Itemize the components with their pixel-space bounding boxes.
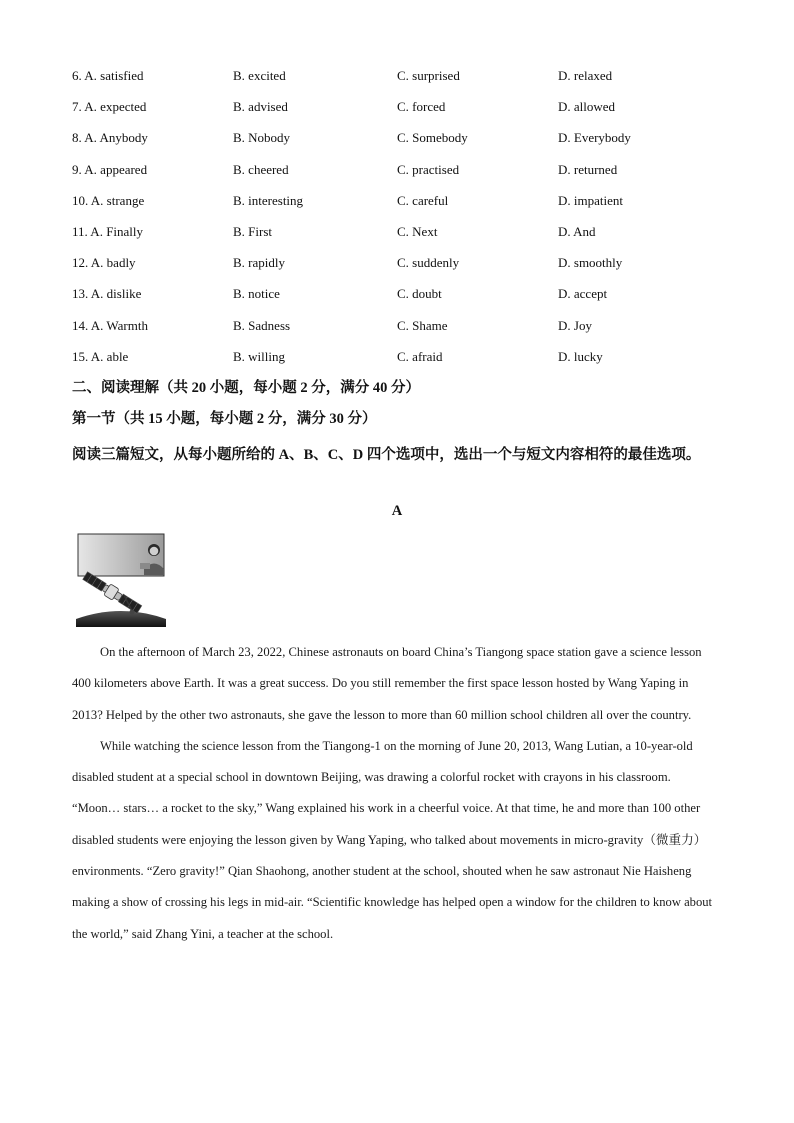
option-row-8 [72, 128, 732, 159]
option-a: 13. A. dislike [72, 286, 142, 302]
passage-paragraph-1: On the afternoon of March 23, 2022, Chinese astronauts on board China’s Tiangong space station gave a science lesson 400 kilometers above Earth. It was a great success. Do you still remember the first space lesson hosted by Wang Yaping in 2013? Helped by the other two astronauts, she gave the lesson to more than 60 million school children all over the country. [72, 645, 702, 722]
option-row-9 [72, 160, 732, 191]
option-row-10 [72, 191, 732, 222]
passage-paragraph-2: While watching the science lesson from the Tiangong-1 on the morning of June 20, 2013, Wang Lutian, a 10-year-old disabled student at a special school in downtown Beijing, was drawing a colorful rocket with crayons in his classroom. “Moon… stars… a rocket to the sky,” Wang explained his work in a cheerful voice. At that time, he and more than 100 other disabled students were enjoying the lesson given by Wang Yaping, who talked about movements in micro-gravity（微重力）environments. “Zero gravity!” Qian Shaohong, another student at the school, shouted when he saw astronaut Nie Haisheng making a show of crossing his legs in mid-air. “Scientific knowledge has helped open a window for the children to know about the world,” said Zhang Yini, a teacher at the school. [72, 738, 713, 941]
option-c: C. careful [397, 192, 449, 208]
option-b: B. Sadness [233, 317, 291, 333]
option-a: 14. A. Warmth [72, 317, 148, 333]
option-a: 7. A. expected [72, 99, 147, 115]
option-d: D. returned [558, 161, 618, 177]
option-c: C. practised [397, 161, 460, 177]
passage-a [72, 637, 722, 950]
option-c: C. forced [397, 99, 446, 115]
part-title: 第一节（共 15 小题，每小题 2 分，满分 30 分） [72, 411, 377, 427]
option-a: 10. A. strange [72, 192, 145, 208]
option-b: B. Nobody [233, 130, 291, 146]
option-b: B. notice [233, 286, 280, 302]
option-row-7 [72, 97, 732, 128]
option-d: D. smoothly [558, 255, 623, 271]
option-b: B. excited [233, 68, 286, 83]
option-c: C. surprised [397, 68, 460, 83]
option-a: 12. A. badly [72, 255, 136, 271]
option-c: C. suddenly [397, 255, 460, 271]
option-row-15 [72, 347, 732, 378]
option-d: D. allowed [558, 99, 616, 115]
option-b: B. First [233, 223, 273, 239]
option-b: B. interesting [233, 192, 304, 208]
option-d: D. Joy [558, 317, 592, 333]
option-c: C. Somebody [397, 130, 468, 146]
option-a: 6. A. satisfied [72, 68, 144, 83]
option-d: D. impatient [558, 192, 623, 208]
option-d: D. Everybody [558, 130, 631, 146]
cloze-options [72, 66, 732, 378]
option-c: C. Shame [397, 317, 448, 333]
option-c: C. Next [397, 223, 438, 239]
space-station-illustration [76, 533, 166, 627]
section-title: 二、阅读理解（共 20 小题，每小题 2 分，满分 40 分） [72, 380, 420, 396]
instructions: 阅读三篇短文，从每小题所给的 A、B、C、D 四个选项中，选出一个与短文内容相符的最佳选项。 [72, 447, 701, 463]
option-row-14 [72, 316, 732, 347]
option-d: D. accept [558, 286, 608, 302]
option-a: 9. A. appeared [72, 161, 148, 177]
option-a: 8. A. Anybody [72, 130, 148, 146]
option-c: C. doubt [397, 286, 442, 302]
passage-label: A [391, 503, 403, 519]
option-a: 11. A. Finally [72, 223, 144, 239]
option-row-11 [72, 222, 732, 253]
option-row-12 [72, 253, 732, 284]
option-d: D. lucky [558, 348, 603, 364]
option-d: D. relaxed [558, 68, 613, 83]
option-d: D. And [558, 223, 596, 239]
option-b: B. advised [233, 99, 288, 115]
option-row-6 [72, 66, 732, 97]
option-row-13 [72, 284, 732, 315]
option-b: B. rapidly [233, 255, 285, 271]
option-c: C. afraid [397, 348, 443, 364]
option-b: B. cheered [233, 161, 289, 177]
option-b: B. willing [233, 348, 286, 364]
option-a: 15. A. able [72, 348, 129, 364]
